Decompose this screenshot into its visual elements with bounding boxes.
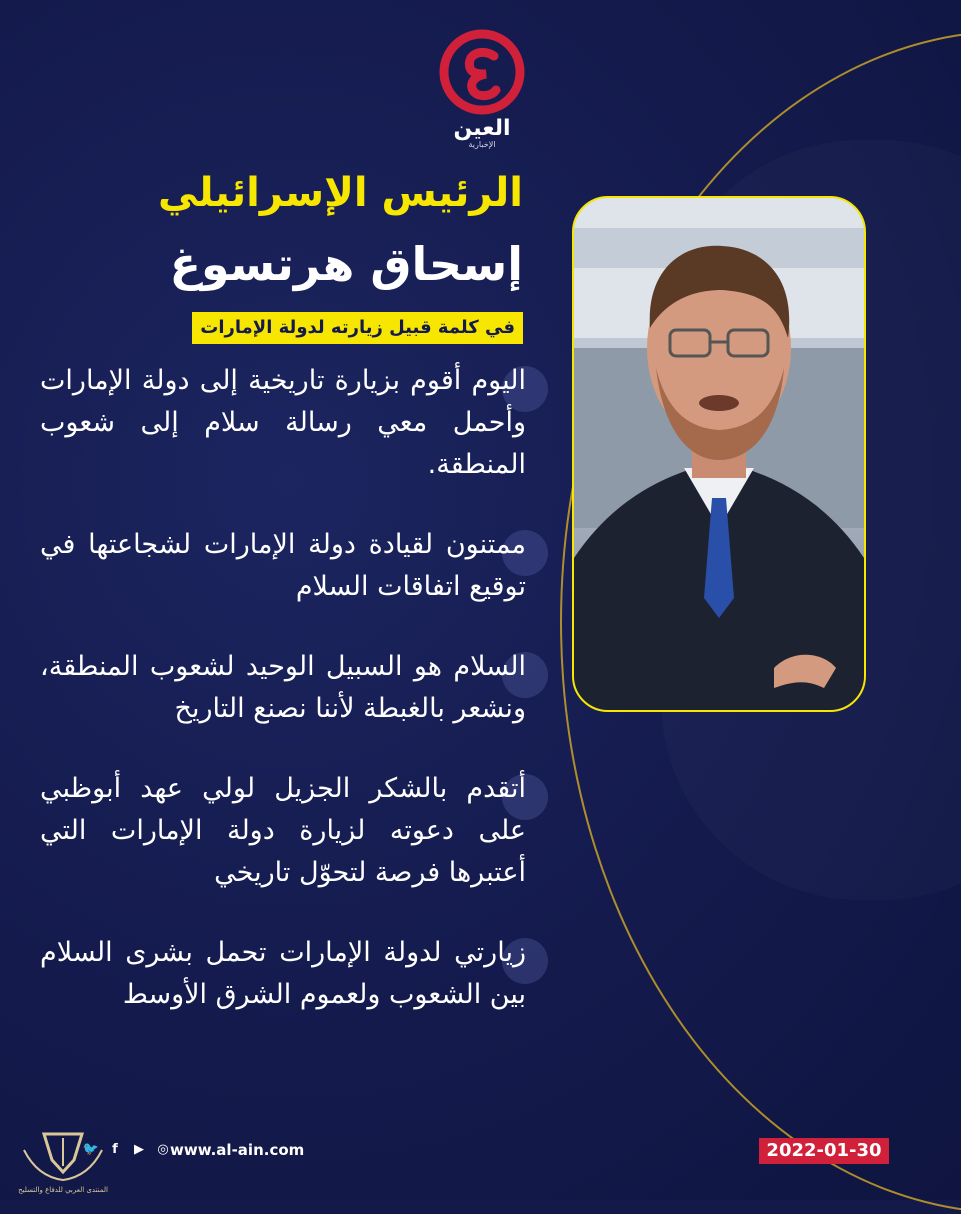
quote-item [40, 932, 526, 1016]
quote-text: السلام هو السبيل الوحيد لشعوب المنطقة، ونشعر بالغبطة لأننا نصنع التاريخ [40, 651, 526, 724]
headline-name: إسحاق هرتسوغ [169, 237, 523, 291]
quotes-list [40, 360, 526, 1054]
twitter-icon[interactable]: 🐦 [82, 1142, 100, 1157]
date-badge: 2022-01-30 [759, 1138, 889, 1164]
quote-item [40, 524, 526, 608]
logo-subtitle: الإخبارية [468, 140, 496, 149]
portrait-illustration [574, 198, 864, 710]
portrait-photo [572, 196, 866, 712]
quote-text: أتقدم بالشكر الجزيل لولي عهد أبوظبي على دعوته لزيارة دولة الإمارات التي أعتبرها فرصة لتحوّل تاريخي [40, 773, 526, 888]
facebook-icon[interactable]: f [112, 1142, 118, 1157]
website-url[interactable]: www.al-ain.com [170, 1141, 305, 1159]
headline-role: الرئيس الإسرائيلي [158, 170, 523, 216]
youtube-icon[interactable]: ▶ [134, 1142, 144, 1157]
quote-item [40, 646, 526, 730]
quote-item [40, 768, 526, 894]
quote-text: اليوم أقوم بزيارة تاريخية إلى دولة الإمارات وأحمل معي رسالة سلام إلى شعوب المنطقة. [40, 365, 526, 480]
quote-item [40, 360, 526, 486]
al-ain-logo-icon [438, 28, 526, 118]
quote-text: ممتنون لقيادة دولة الإمارات لشجاعتها في توقيع اتفاقات السلام [40, 529, 526, 602]
watermark-text: المنتدى العربي للدفاع والتسليح [18, 1186, 108, 1194]
subtitle-banner: في كلمة قبيل زيارته لدولة الإمارات [192, 312, 523, 344]
quote-text: زيارتي لدولة الإمارات تحمل بشرى السلام بين الشعوب ولعموم الشرق الأوسط [40, 937, 526, 1010]
logo-wordmark: العين [453, 116, 511, 141]
instagram-icon[interactable]: ◎ [157, 1142, 169, 1157]
